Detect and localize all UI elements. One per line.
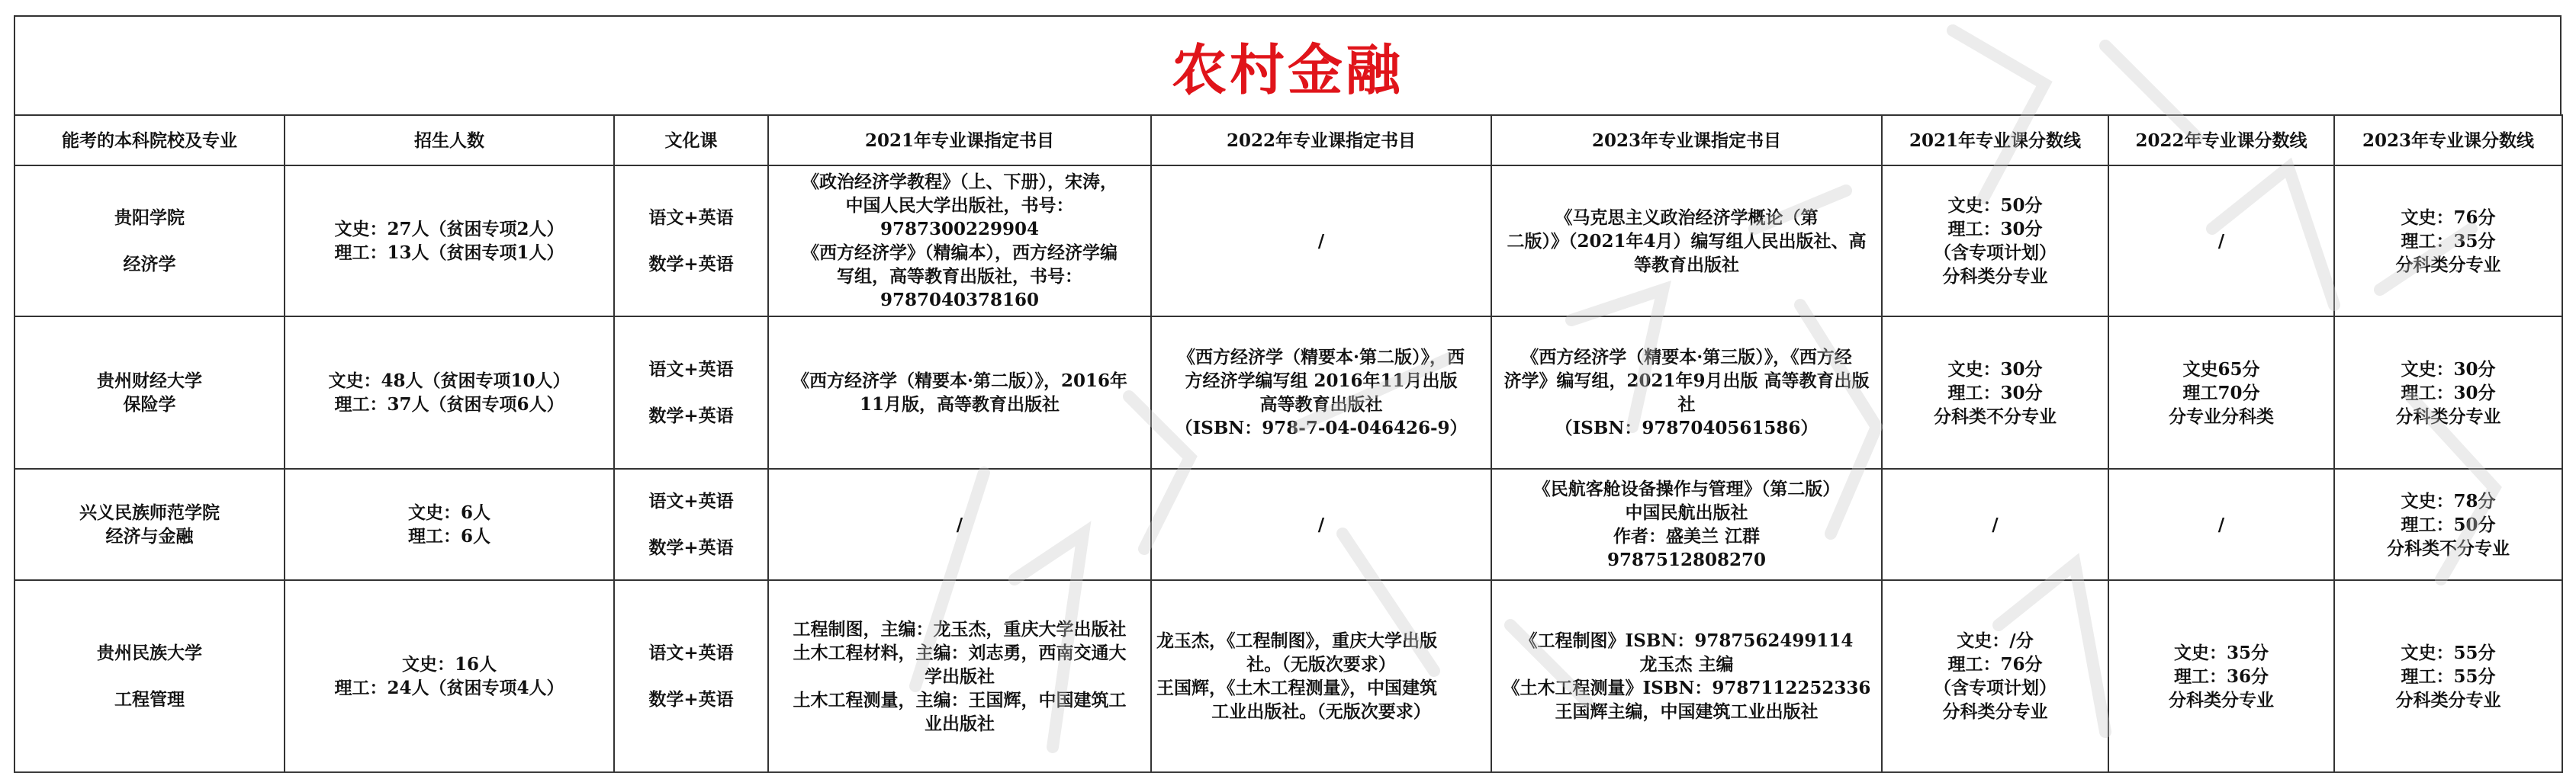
score-line: 分科类分专业 <box>1942 266 2048 287</box>
books-2021-cell <box>768 469 1151 580</box>
header-row <box>14 115 2562 165</box>
books-2021-cell <box>768 316 1151 469</box>
books-2022-cell <box>1151 469 1491 580</box>
enroll-line: 文史：27人（贫困专项2人） <box>334 219 564 239</box>
book-line: 等教育出版社 <box>1634 254 1739 275</box>
score-2021-cell <box>1882 469 2108 580</box>
header-cell: 招生人数 <box>285 115 614 165</box>
book-line: （ISBN：9787040561586） <box>1555 418 1819 438</box>
sheet-title: 农村金融 <box>1171 38 1404 102</box>
book-line: 11月版，高等教育出版社 <box>859 394 1060 415</box>
score-line: / <box>2217 514 2225 535</box>
book-line: / <box>1317 514 1325 535</box>
major-name: 保险学 <box>123 394 176 415</box>
books-2023-cell <box>1491 580 1882 772</box>
book-line: 《工程制图》ISBN：9787562499114 <box>1520 630 1854 651</box>
score-2022-cell <box>2108 316 2334 469</box>
header-cell: 2021年专业课指定书目 <box>768 115 1151 165</box>
book-line: 工程制图，主编：龙玉杰，重庆大学出版社 <box>793 618 1127 640</box>
book-line: 中国民航出版社 <box>1625 502 1748 523</box>
books-2022-cell <box>1151 580 1491 772</box>
book-line: 龙玉杰 主编 <box>1639 654 1734 675</box>
school-name: 贵州民族大学 <box>97 643 202 663</box>
score-line: 理工：30分 <box>1947 219 2043 239</box>
book-line: 《西方经济学（精要本·第二版）》，西 <box>1177 347 1465 367</box>
book-line: 9787040378160 <box>880 290 1040 310</box>
school-cell <box>14 316 285 469</box>
title-row <box>14 15 2562 114</box>
course-line: 数学+英语 <box>648 537 734 558</box>
book-line: 《西方经济学（精要本·第三版）》，《西方经 <box>1521 347 1852 367</box>
books-2022-cell <box>1151 316 1491 469</box>
score-line: 理工：76分 <box>1947 654 2043 675</box>
books-2023-cell <box>1491 316 1882 469</box>
book-line: 《土木工程测量》ISBN：9787112252336 <box>1502 678 1871 698</box>
score-line: 分科类分专业 <box>2169 689 2274 710</box>
header-cell: 2023年专业课指定书目 <box>1491 115 1882 165</box>
score-line: 分科类分专业 <box>2395 406 2501 427</box>
book-line: 《民航客舱设备操作与管理》（第二版） <box>1532 479 1841 499</box>
book-line: 王国辉主编，中国建筑工业出版社 <box>1555 701 1819 722</box>
score-2022-cell <box>2108 469 2334 580</box>
score-line: 分科类分专业 <box>2395 689 2501 710</box>
book-line: 业出版社 <box>925 713 995 734</box>
course-line: 语文+英语 <box>648 643 734 663</box>
book-line: 方经济学编写组 2016年11月出版 <box>1185 370 1458 391</box>
header-cell: 文化课 <box>614 115 768 165</box>
course-line: 语文+英语 <box>648 359 734 380</box>
admission-sheet <box>14 15 2562 773</box>
score-line: 文史：76分 <box>2401 207 2496 228</box>
score-line: 理工：36分 <box>2173 666 2269 687</box>
score-line: 理工：30分 <box>2401 382 2496 403</box>
enroll-line: 理工：37人（贫困专项6人） <box>334 394 564 415</box>
books-2023-cell <box>1491 165 1882 316</box>
course-cell <box>614 469 768 580</box>
score-2022-cell <box>2108 580 2334 772</box>
enroll-line: 理工：6人 <box>407 526 490 547</box>
table-row <box>14 165 2562 316</box>
major-name: 工程管理 <box>114 689 185 710</box>
book-line: / <box>1317 230 1325 252</box>
book-line: 王国辉，《土木工程测量》，中国建筑 <box>1156 678 1437 698</box>
score-line: 分科类分专业 <box>2395 254 2501 275</box>
score-line: 文史：30分 <box>2401 358 2496 380</box>
score-line: 分专业分科类 <box>2169 406 2274 427</box>
book-line: 高等教育出版社 <box>1259 394 1383 415</box>
score-line: 文史：/分 <box>1957 630 2034 651</box>
enroll-line: 文史：6人 <box>407 502 490 523</box>
score-2021-cell <box>1882 316 2108 469</box>
score-2023-cell <box>2334 580 2562 772</box>
book-line: 学出版社 <box>925 666 995 687</box>
score-2021-cell <box>1882 580 2108 772</box>
book-line: 济学》编写组，2021年9月出版 高等教育出版社 <box>1503 370 1870 415</box>
school-name: 贵州财经大学 <box>97 370 202 391</box>
enroll-cell <box>285 469 614 580</box>
header-cell: 能考的本科院校及专业 <box>14 115 285 165</box>
table-row <box>14 580 2562 772</box>
book-line: 中国人民大学出版社，书号： <box>845 195 1074 216</box>
book-line: 土木工程测量，主编：王国辉，中国建筑工 <box>793 689 1127 710</box>
book-line: / <box>956 514 963 535</box>
score-line: / <box>1992 514 1999 535</box>
header-cell: 2022年专业课分数线 <box>2108 115 2334 165</box>
score-line: 理工70分 <box>2182 382 2260 403</box>
enroll-line: 文史：16人 <box>401 654 497 675</box>
book-line: 二版）》（2021年4月）编写组人民出版社、高 <box>1507 230 1867 252</box>
course-cell <box>614 580 768 772</box>
score-line: 文史：50分 <box>1947 195 2043 216</box>
header-cell: 2022年专业课指定书目 <box>1151 115 1491 165</box>
score-line: 理工：35分 <box>2401 230 2496 252</box>
book-line: 《西方经济学（精要本·第二版）》，2016年 <box>791 370 1128 391</box>
score-line: 文史：35分 <box>2173 642 2269 663</box>
score-line: 理工：30分 <box>1947 382 2043 403</box>
course-line: 数学+英语 <box>648 406 734 426</box>
book-line: 写组，高等教育出版社，书号： <box>837 266 1082 287</box>
book-line: 《马克思主义政治经济学概论（第 <box>1555 207 1819 228</box>
score-line: 文史：55分 <box>2401 642 2496 663</box>
score-line: 文史：30分 <box>1947 358 2043 380</box>
score-line: 分科类不分专业 <box>2387 537 2510 559</box>
score-2021-cell <box>1882 165 2108 316</box>
course-line: 语文+英语 <box>648 207 734 228</box>
score-line: 理工：55分 <box>2401 666 2496 687</box>
school-cell <box>14 165 285 316</box>
score-2023-cell <box>2334 316 2562 469</box>
enroll-line: 理工：24人（贫困专项4人） <box>334 678 564 698</box>
book-line: （ISBN：978-7-04-046426-9） <box>1175 418 1468 438</box>
score-line: （含专项计划） <box>1934 242 2057 263</box>
book-line: 9787512808270 <box>1606 550 1767 570</box>
enroll-line: 文史：48人（贫困专项10人） <box>328 370 571 391</box>
books-2023-cell <box>1491 469 1882 580</box>
table-row <box>14 316 2562 469</box>
admission-table <box>14 114 2563 773</box>
score-line: 理工：50分 <box>2401 514 2496 535</box>
enroll-cell <box>285 165 614 316</box>
school-cell <box>14 580 285 772</box>
book-line: 土木工程材料，主编：刘志勇，西南交通大 <box>793 642 1127 663</box>
major-name: 经济学 <box>123 254 176 274</box>
score-line: 文史65分 <box>2182 358 2260 380</box>
book-line: 作者：盛美兰 江群 <box>1613 526 1760 547</box>
course-line: 数学+英语 <box>648 689 734 710</box>
score-2022-cell <box>2108 165 2334 316</box>
book-line: 社。（无版次要求） <box>1246 654 1396 675</box>
score-2023-cell <box>2334 165 2562 316</box>
enroll-line: 理工：13人（贫困专项1人） <box>334 242 564 263</box>
enroll-cell <box>285 316 614 469</box>
table-row <box>14 469 2562 580</box>
score-2023-cell <box>2334 469 2562 580</box>
score-line: （含专项计划） <box>1934 678 2057 698</box>
score-line: / <box>2217 230 2225 252</box>
score-line: 文史：78分 <box>2401 490 2496 512</box>
book-line: 《政治经济学教程》（上、下册），宋涛， <box>802 172 1118 192</box>
book-line: 9787300229904 <box>880 219 1040 239</box>
books-2021-cell <box>768 165 1151 316</box>
school-cell <box>14 469 285 580</box>
header-cell: 2023年专业课分数线 <box>2334 115 2562 165</box>
school-name: 兴义民族师范学院 <box>79 502 220 523</box>
enroll-cell <box>285 580 614 772</box>
score-line: 分科类分专业 <box>1942 701 2048 722</box>
header-cell: 2021年专业课分数线 <box>1882 115 2108 165</box>
book-line: 工业出版社。（无版次要求） <box>1211 701 1431 722</box>
course-cell <box>614 316 768 469</box>
course-cell <box>614 165 768 316</box>
school-name: 贵阳学院 <box>114 207 185 228</box>
major-name: 经济与金融 <box>105 526 194 547</box>
course-line: 语文+英语 <box>648 491 734 512</box>
book-line: 龙玉杰，《工程制图》，重庆大学出版 <box>1156 630 1437 651</box>
books-2022-cell <box>1151 165 1491 316</box>
books-2021-cell <box>768 580 1151 772</box>
score-line: 分科类不分专业 <box>1934 406 2057 427</box>
course-line: 数学+英语 <box>648 254 734 274</box>
book-line: 《西方经济学》（精编本），西方经济学编 <box>802 242 1118 263</box>
